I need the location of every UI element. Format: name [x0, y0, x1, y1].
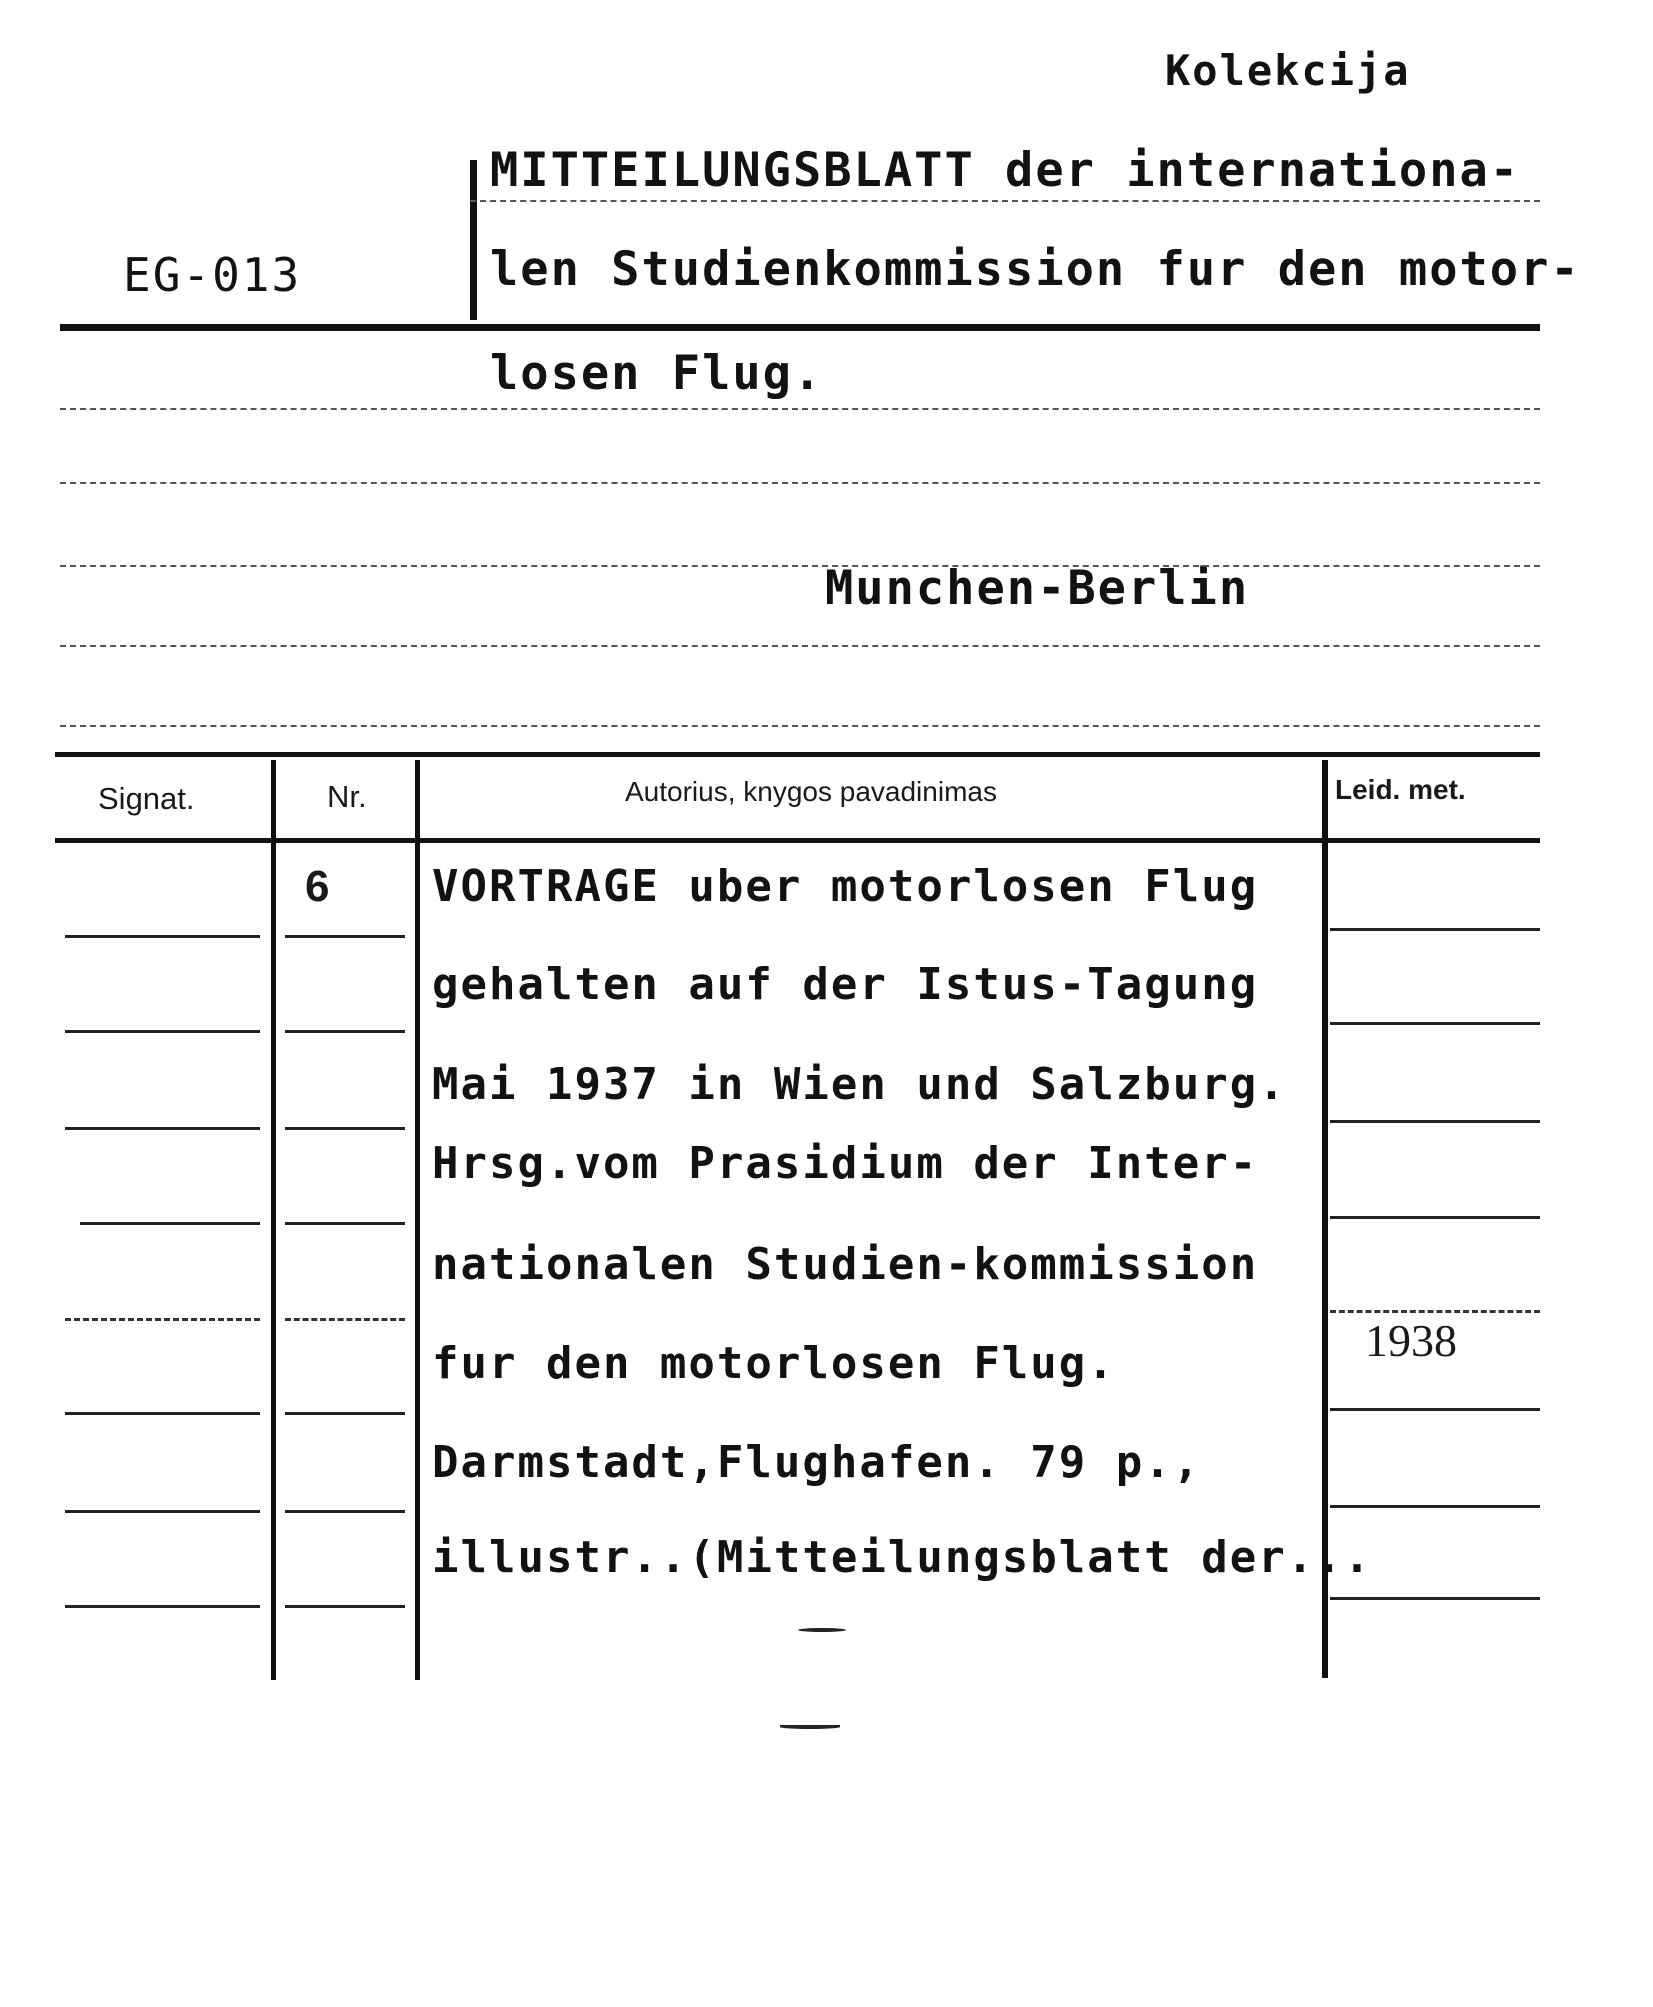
row-rule — [285, 1510, 405, 1513]
row-rule — [1330, 1408, 1540, 1411]
series-title-line-3: losen Flug. — [490, 346, 824, 401]
column-divider-signat — [271, 760, 276, 1680]
row-rule — [285, 935, 405, 938]
header-signat: Signat. — [98, 781, 195, 816]
entry-number: 6 — [305, 862, 330, 911]
table-header-rule — [55, 838, 1540, 843]
row-rule — [65, 1127, 260, 1130]
entry-line-7: Darmstadt,Flughafen. 79 p., — [432, 1437, 1202, 1488]
series-title-line-2: len Studienkommission fur den motor- — [490, 242, 1581, 297]
ink-mark — [780, 1725, 840, 1729]
entry-line-4: Hrsg.vom Prasidium der Inter- — [432, 1138, 1259, 1189]
table-top-rule — [55, 752, 1540, 757]
rule-line — [470, 200, 1540, 202]
row-rule — [1330, 928, 1540, 931]
row-rule — [285, 1412, 405, 1415]
entry-line-1: VORTRAGE uber motorlosen Flug — [432, 861, 1259, 912]
row-rule — [285, 1318, 405, 1321]
column-divider-nr — [415, 760, 420, 1680]
header-divider — [470, 160, 477, 320]
header-nr: Nr. — [327, 779, 367, 814]
row-rule — [1330, 1310, 1540, 1313]
entry-line-8: illustr..(Mitteilungsblatt der... — [432, 1532, 1373, 1583]
entry-line-2: gehalten auf der Istus-Tagung — [432, 959, 1259, 1010]
row-rule — [285, 1605, 405, 1608]
row-rule — [285, 1030, 405, 1033]
ink-mark — [798, 1628, 846, 1632]
row-rule — [65, 935, 260, 938]
row-rule — [65, 1030, 260, 1033]
row-rule — [65, 1412, 260, 1415]
row-rule — [1330, 1022, 1540, 1025]
series-title-line-1: MITTEILUNGSBLATT der internationa- — [490, 143, 1521, 198]
publication-place: Munchen-Berlin — [825, 561, 1250, 616]
row-rule — [1330, 1505, 1540, 1508]
row-rule — [65, 1318, 260, 1321]
entry-line-3: Mai 1937 in Wien und Salzburg. — [432, 1059, 1287, 1110]
rule-line — [60, 565, 1540, 567]
header-title: Autorius, knygos pavadinimas — [625, 776, 997, 807]
entry-line-5: nationalen Studien-kommission — [432, 1239, 1259, 1290]
header-year: Leid. met. — [1335, 774, 1466, 805]
rule-line — [60, 645, 1540, 647]
card-code: EG-013 — [123, 248, 302, 302]
row-rule — [285, 1222, 405, 1225]
rule-line — [60, 408, 1540, 410]
row-rule — [1330, 1120, 1540, 1123]
row-rule — [65, 1510, 260, 1513]
row-rule — [1330, 1597, 1540, 1600]
rule-line — [60, 482, 1540, 484]
collection-label: Kolekcija — [1165, 46, 1411, 95]
row-rule — [285, 1127, 405, 1130]
rule-line — [60, 725, 1540, 727]
row-rule — [1330, 1216, 1540, 1219]
entry-line-6: fur den motorlosen Flug. — [432, 1338, 1116, 1389]
row-rule — [80, 1222, 260, 1225]
row-rule — [65, 1605, 260, 1608]
heavy-rule-top — [60, 324, 1540, 331]
entry-year: 1938 — [1365, 1315, 1457, 1366]
